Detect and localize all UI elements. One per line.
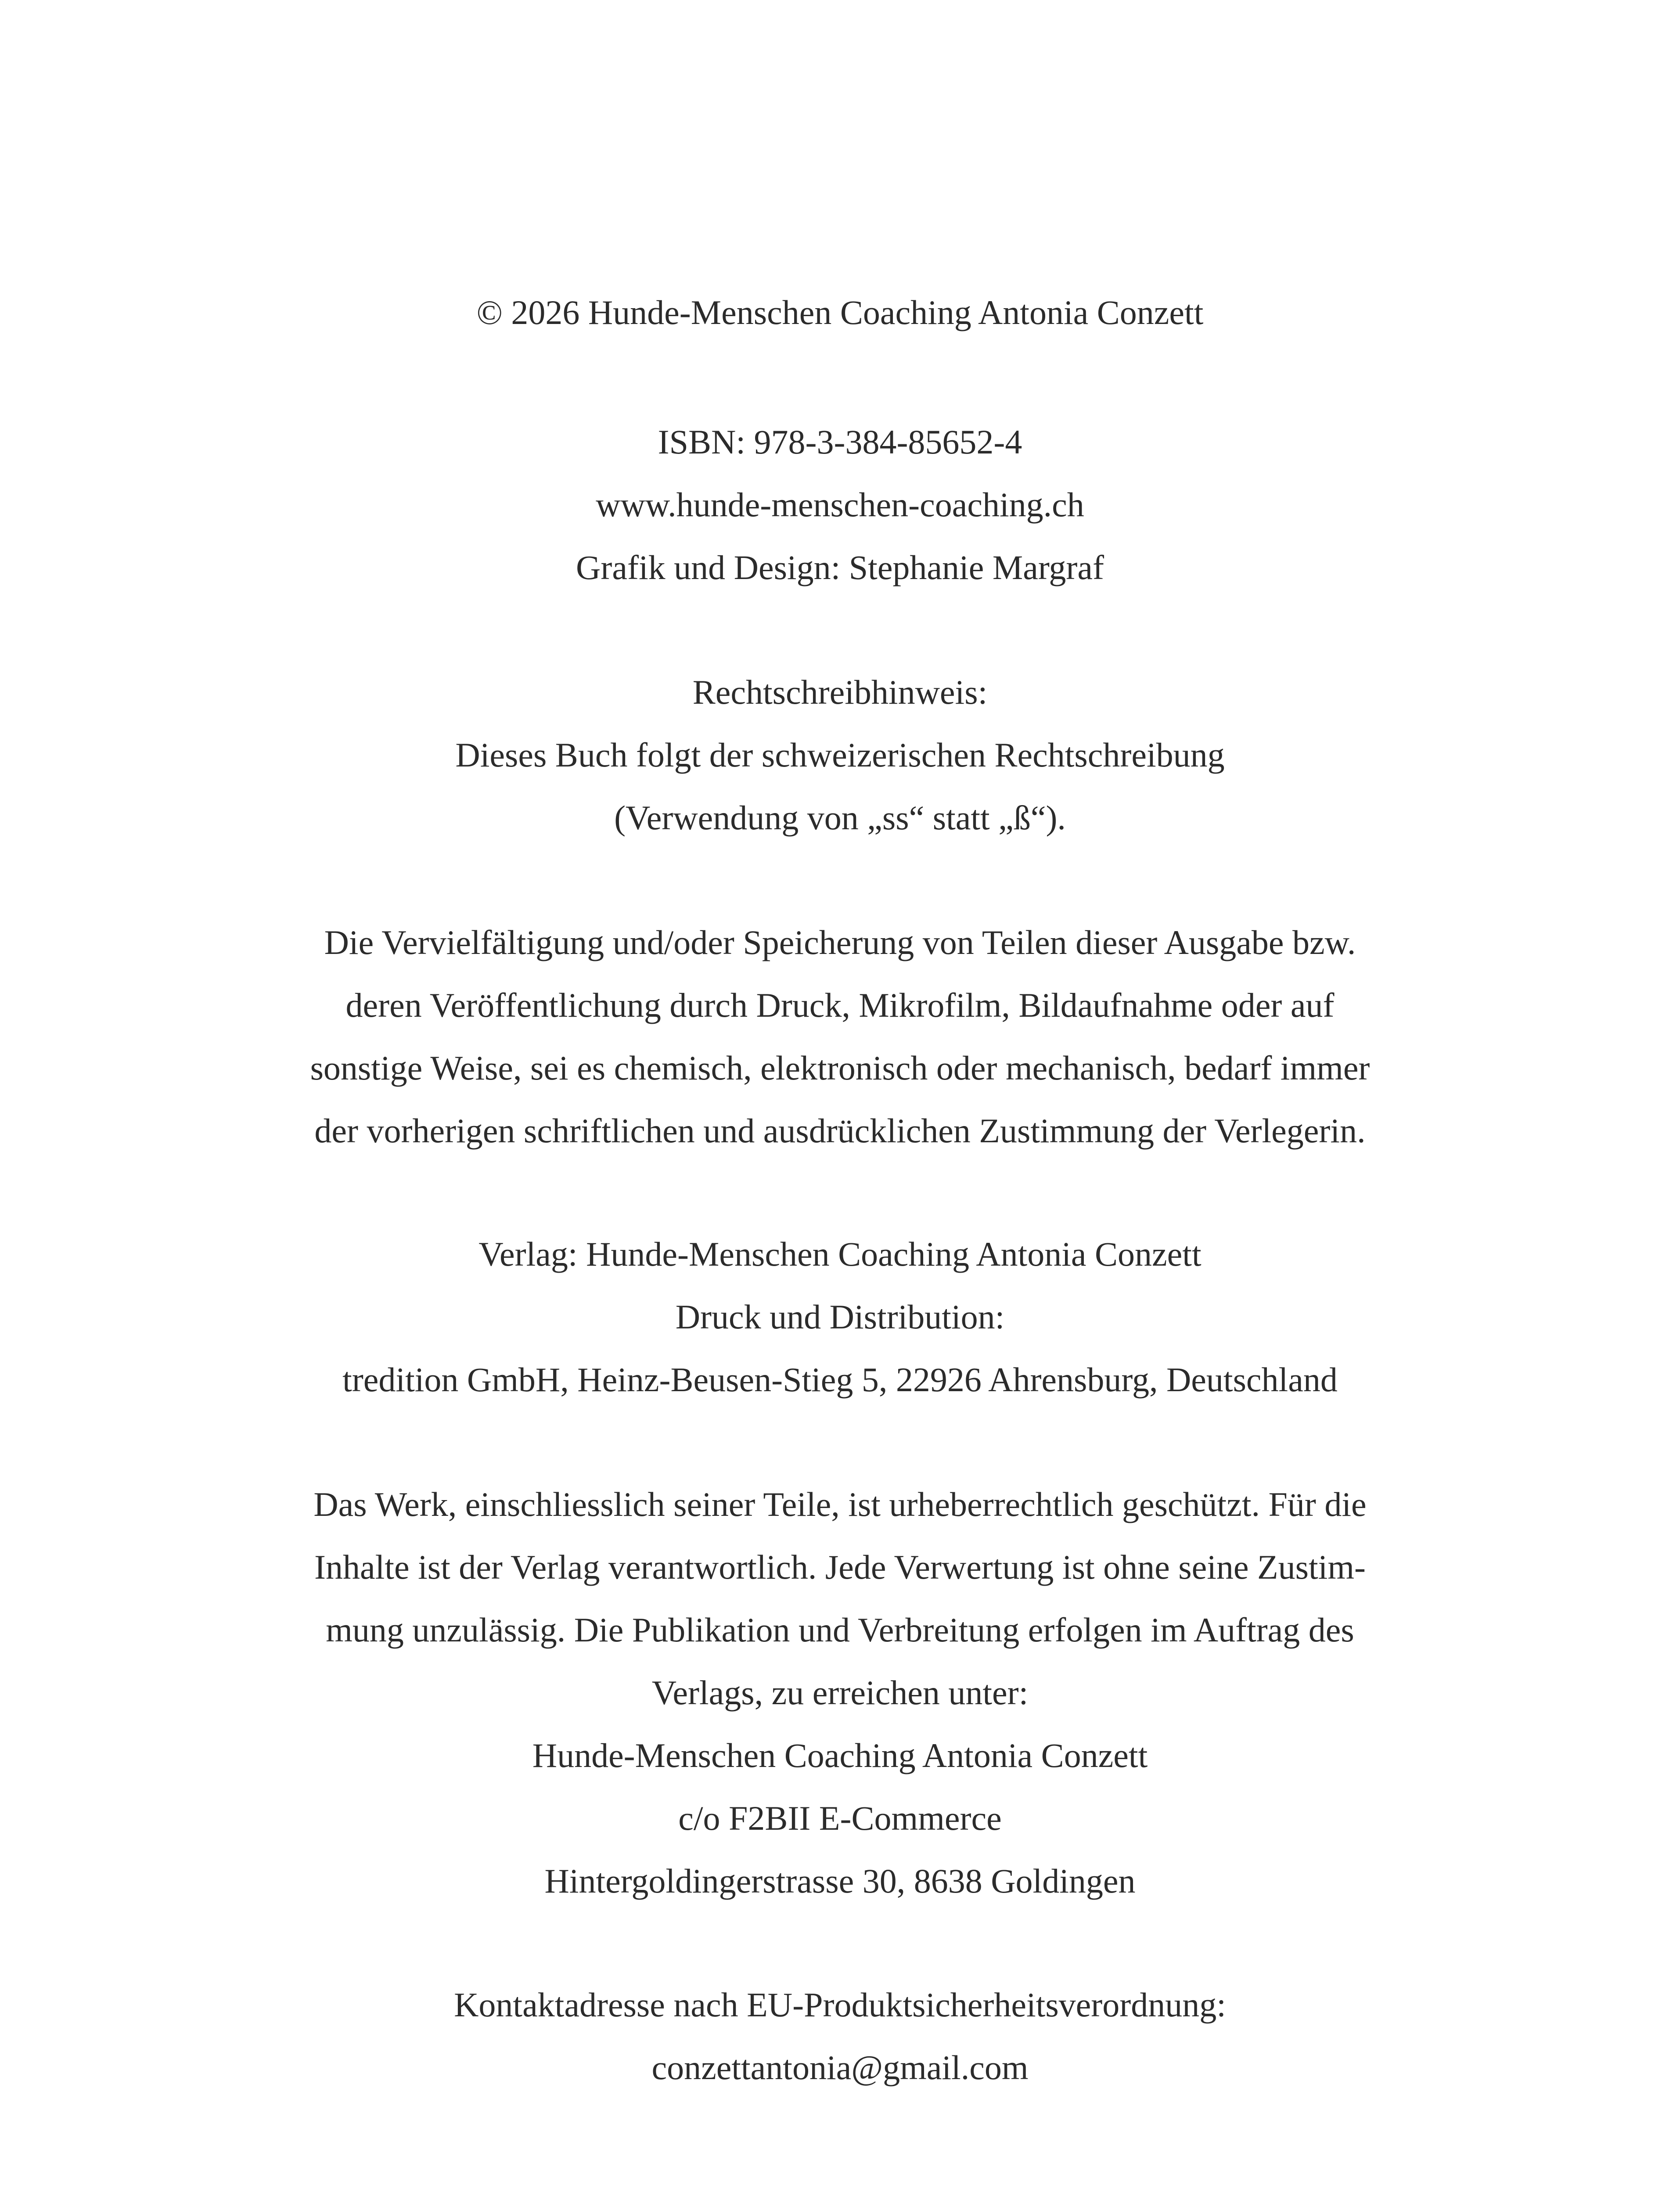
publication-info-block [0,410,1680,599]
work-notice-line: Das Werk, einschliesslich seiner Teile, ist urheberrechtlich geschützt. Für die [313,1485,1367,1523]
copyright-block [0,281,1680,344]
contact-heading: Kontaktadresse nach EU-Produktsicherheitsverordnung: [454,1986,1226,2024]
work-notice-block [0,1473,1680,1912]
publisher-address-line: c/o F2BII E-Commerce [678,1799,1002,1837]
publisher-address-line: Hintergoldingerstrasse 30, 8638 Goldingen [544,1862,1136,1900]
rights-notice-line: der vorherigen schriftlichen und ausdrücklichen Zustimmung der Verlegerin. [314,1112,1366,1150]
isbn-line: ISBN: 978-3-384-85652-4 [658,423,1022,461]
rights-notice-line: sonstige Weise, sei es chemisch, elektronisch oder mechanisch, bedarf immer [310,1049,1370,1087]
design-credit-line: Grafik und Design: Stephanie Margraf [576,548,1104,587]
distribution-address: tredition GmbH, Heinz-Beusen-Stieg 5, 22926 Ahrensburg, Deutschland [342,1360,1338,1399]
contact-email: conzettantonia@gmail.com [651,2048,1029,2087]
publisher-line: Verlag: Hunde-Menschen Coaching Antonia Conzett [478,1235,1202,1273]
spelling-note-heading: Rechtschreibhinweis: [692,673,988,711]
work-notice-line: mung unzulässig. Die Publikation und Verbreitung erfolgen im Auftrag des [326,1611,1354,1649]
distribution-heading: Druck und Distribution: [675,1298,1005,1336]
work-notice-line: Inhalte ist der Verlag verantwortlich. Jede Verwertung ist ohne seine Zustim- [314,1548,1366,1586]
publisher-block [0,1223,1680,1411]
publisher-address-line: Hunde-Menschen Coaching Antonia Conzett [532,1736,1148,1774]
spelling-note-block [0,661,1680,849]
spelling-note-line: Dieses Buch folgt der schweizerischen Rechtschreibung [455,736,1225,774]
spelling-note-line: (Verwendung von „ss“ statt „ß“). [614,799,1066,837]
copyright-line: © 2026 Hunde-Menschen Coaching Antonia Conzett [476,293,1204,331]
rights-notice-line: Die Vervielfältigung und/oder Speicherung von Teilen dieser Ausgabe bzw. [324,923,1356,961]
contact-block [0,1973,1680,2099]
rights-notice-block [0,911,1680,1162]
work-notice-line: Verlags, zu erreichen unter: [651,1673,1029,1712]
website-line: www.hunde-menschen-coaching.ch [596,486,1084,524]
rights-notice-line: deren Veröffentlichung durch Druck, Mikrofilm, Bildaufnahme oder auf [345,986,1335,1024]
